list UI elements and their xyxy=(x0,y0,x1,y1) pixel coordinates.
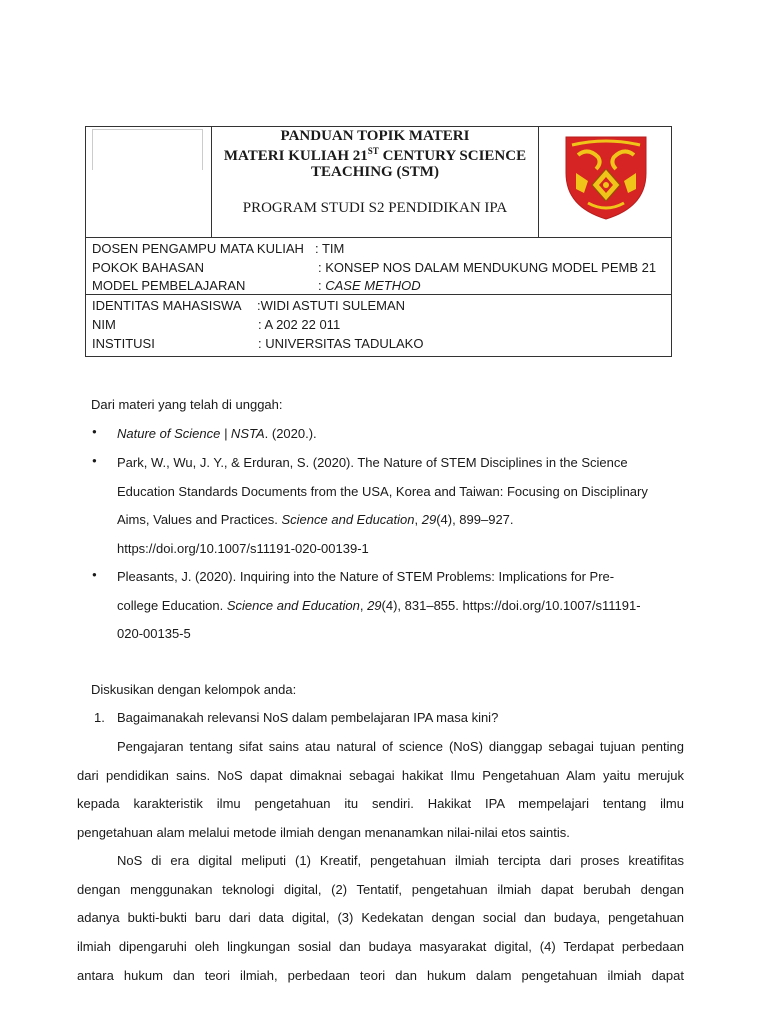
info-value: : A 202 22 011 xyxy=(258,317,341,332)
info-label: NIM xyxy=(92,317,116,332)
reference-segment: 020-00135-5 xyxy=(117,626,191,642)
course-title-part: CENTURY SCIENCE xyxy=(378,148,527,164)
reference-segment: Park, W., Wu, J. Y., & Erduran, S. (2020). The Nature of STEM Disciplines in the Science xyxy=(117,455,628,470)
question-number: 1. xyxy=(94,710,105,725)
reference-segment: Science and Education xyxy=(281,512,415,528)
intro-text: Dari materi yang telah di unggah: xyxy=(91,397,283,412)
info-value: : UNIVERSITAS TADULAKO xyxy=(258,336,424,351)
info-label: MODEL PEMBELAJARAN xyxy=(92,278,246,293)
reference-line xyxy=(117,455,628,470)
paragraph-line: pengetahuan alam melalui metode ilmiah dengan menanamkan nilai-nilai etos saintis. xyxy=(77,825,570,841)
paragraph-line: kepada karakteristik ilmu pengetahuan itu sendiri. Hakikat IPA mempelajari tentang ilmu xyxy=(77,796,684,812)
reference-segment: 29 xyxy=(367,597,382,613)
reference-segment: Nature of Science | NSTA xyxy=(117,426,265,441)
reference-segment: college Education. xyxy=(117,597,227,613)
reference-line xyxy=(117,426,317,441)
paragraph-line: ilmiah dipengaruhi oleh lingkungan sosial dan budaya masyarakat digital, (4) Terdapat perbedaan xyxy=(77,939,684,955)
header-blank-cell xyxy=(86,127,212,237)
reference-segment: , xyxy=(359,597,368,613)
question-text: Bagaimanakah relevansi NoS dalam pembelajaran IPA masa kini? xyxy=(117,710,499,725)
reference-line xyxy=(117,484,648,499)
paragraph-line: Pengajaran tentang sifat sains atau natural of science (NoS) dianggap sebagai tujuan penting xyxy=(117,739,684,754)
reference-line xyxy=(117,541,369,556)
reference-line xyxy=(117,598,641,613)
course-info-row xyxy=(86,238,671,295)
course-title-superscript: ST xyxy=(367,146,379,156)
reference-line xyxy=(117,626,191,641)
student-info-row xyxy=(86,295,671,356)
reference-line xyxy=(117,512,514,527)
reference-segment: , xyxy=(414,512,422,528)
case-method-value: CASE METHOD xyxy=(325,278,421,293)
blank-placeholder xyxy=(92,129,203,170)
info-label: DOSEN PENGAMPU MATA KULIAH xyxy=(92,241,304,256)
info-label: POKOK BAHASAN xyxy=(92,260,204,275)
reference-segment: Aims, Values and Practices. xyxy=(117,512,282,528)
university-seal-icon xyxy=(558,133,654,221)
reference-segment: . (2020.). xyxy=(264,426,317,441)
header-title-cell xyxy=(212,127,539,237)
info-value: : CASE METHOD xyxy=(318,278,421,293)
bullet-icon: ● xyxy=(92,456,97,465)
info-value: :WIDI ASTUTI SULEMAN xyxy=(257,298,406,313)
reference-segment: Education Standards Documents from the USA, Korea and Taiwan: Focusing on Disciplinary xyxy=(117,483,648,499)
course-title-part: MATERI KULIAH 21 xyxy=(223,148,368,164)
reference-segment: Science and Education xyxy=(226,597,360,613)
paragraph-line: dari pendidikan sains. NoS dapat dimaknai sebagai hakikat Ilmu Pengetahuan Alam yaitu merujuk xyxy=(77,767,684,783)
course-title-line xyxy=(212,146,538,165)
reference-segment: 29 xyxy=(421,512,437,528)
reference-segment: https://doi.org/10.1007/s11191-020-00139-1 xyxy=(117,540,369,556)
bullet-icon: ● xyxy=(92,570,97,579)
header-title-row xyxy=(86,127,671,238)
info-value: : TIM xyxy=(315,241,345,256)
paragraph-line: adanya bukti-bukti baru dari data digital, (3) Kedekatan dengan social dan budaya, pengetahuan xyxy=(77,910,684,926)
header-logo-cell xyxy=(539,127,671,237)
program-name: PROGRAM STUDI S2 PENDIDIKAN IPA xyxy=(242,200,508,216)
info-label: INSTITUSI xyxy=(92,336,155,351)
reference-segment: (4), 899–927. xyxy=(436,512,514,528)
info-value: : KONSEP NOS DALAM MENDUKUNG MODEL PEMB 21 xyxy=(318,260,657,275)
document-title: PANDUAN TOPIK MATERI xyxy=(280,128,470,144)
reference-segment: (4), 831–855. https://doi.org/10.1007/s11191- xyxy=(381,597,641,613)
reference-segment: Pleasants, J. (2020). Inquiring into the Nature of STEM Problems: Implications for Pre- xyxy=(117,569,615,584)
reference-line xyxy=(117,569,614,584)
paragraph-line: dengan menggunakan teknologi digital, (2) Tentatif, pengetahuan ilmiah dapat berubah dengan xyxy=(77,881,684,897)
paragraph-line: antara hukum dan teori ilmiah, perbedaan teori dan hukum dalam pengetahuan ilmiah dapat xyxy=(77,967,684,983)
bullet-icon: ● xyxy=(92,427,97,436)
info-label: IDENTITAS MAHASISWA xyxy=(92,298,242,313)
header-table xyxy=(85,126,672,357)
paragraph-line: NoS di era digital meliputi (1) Kreatif, pengetahuan ilmiah tercipta dari proses kreatifitas xyxy=(117,853,684,868)
discussion-intro: Diskusikan dengan kelompok anda: xyxy=(91,682,297,697)
course-title-line-2: TEACHING (STM) xyxy=(311,164,439,180)
